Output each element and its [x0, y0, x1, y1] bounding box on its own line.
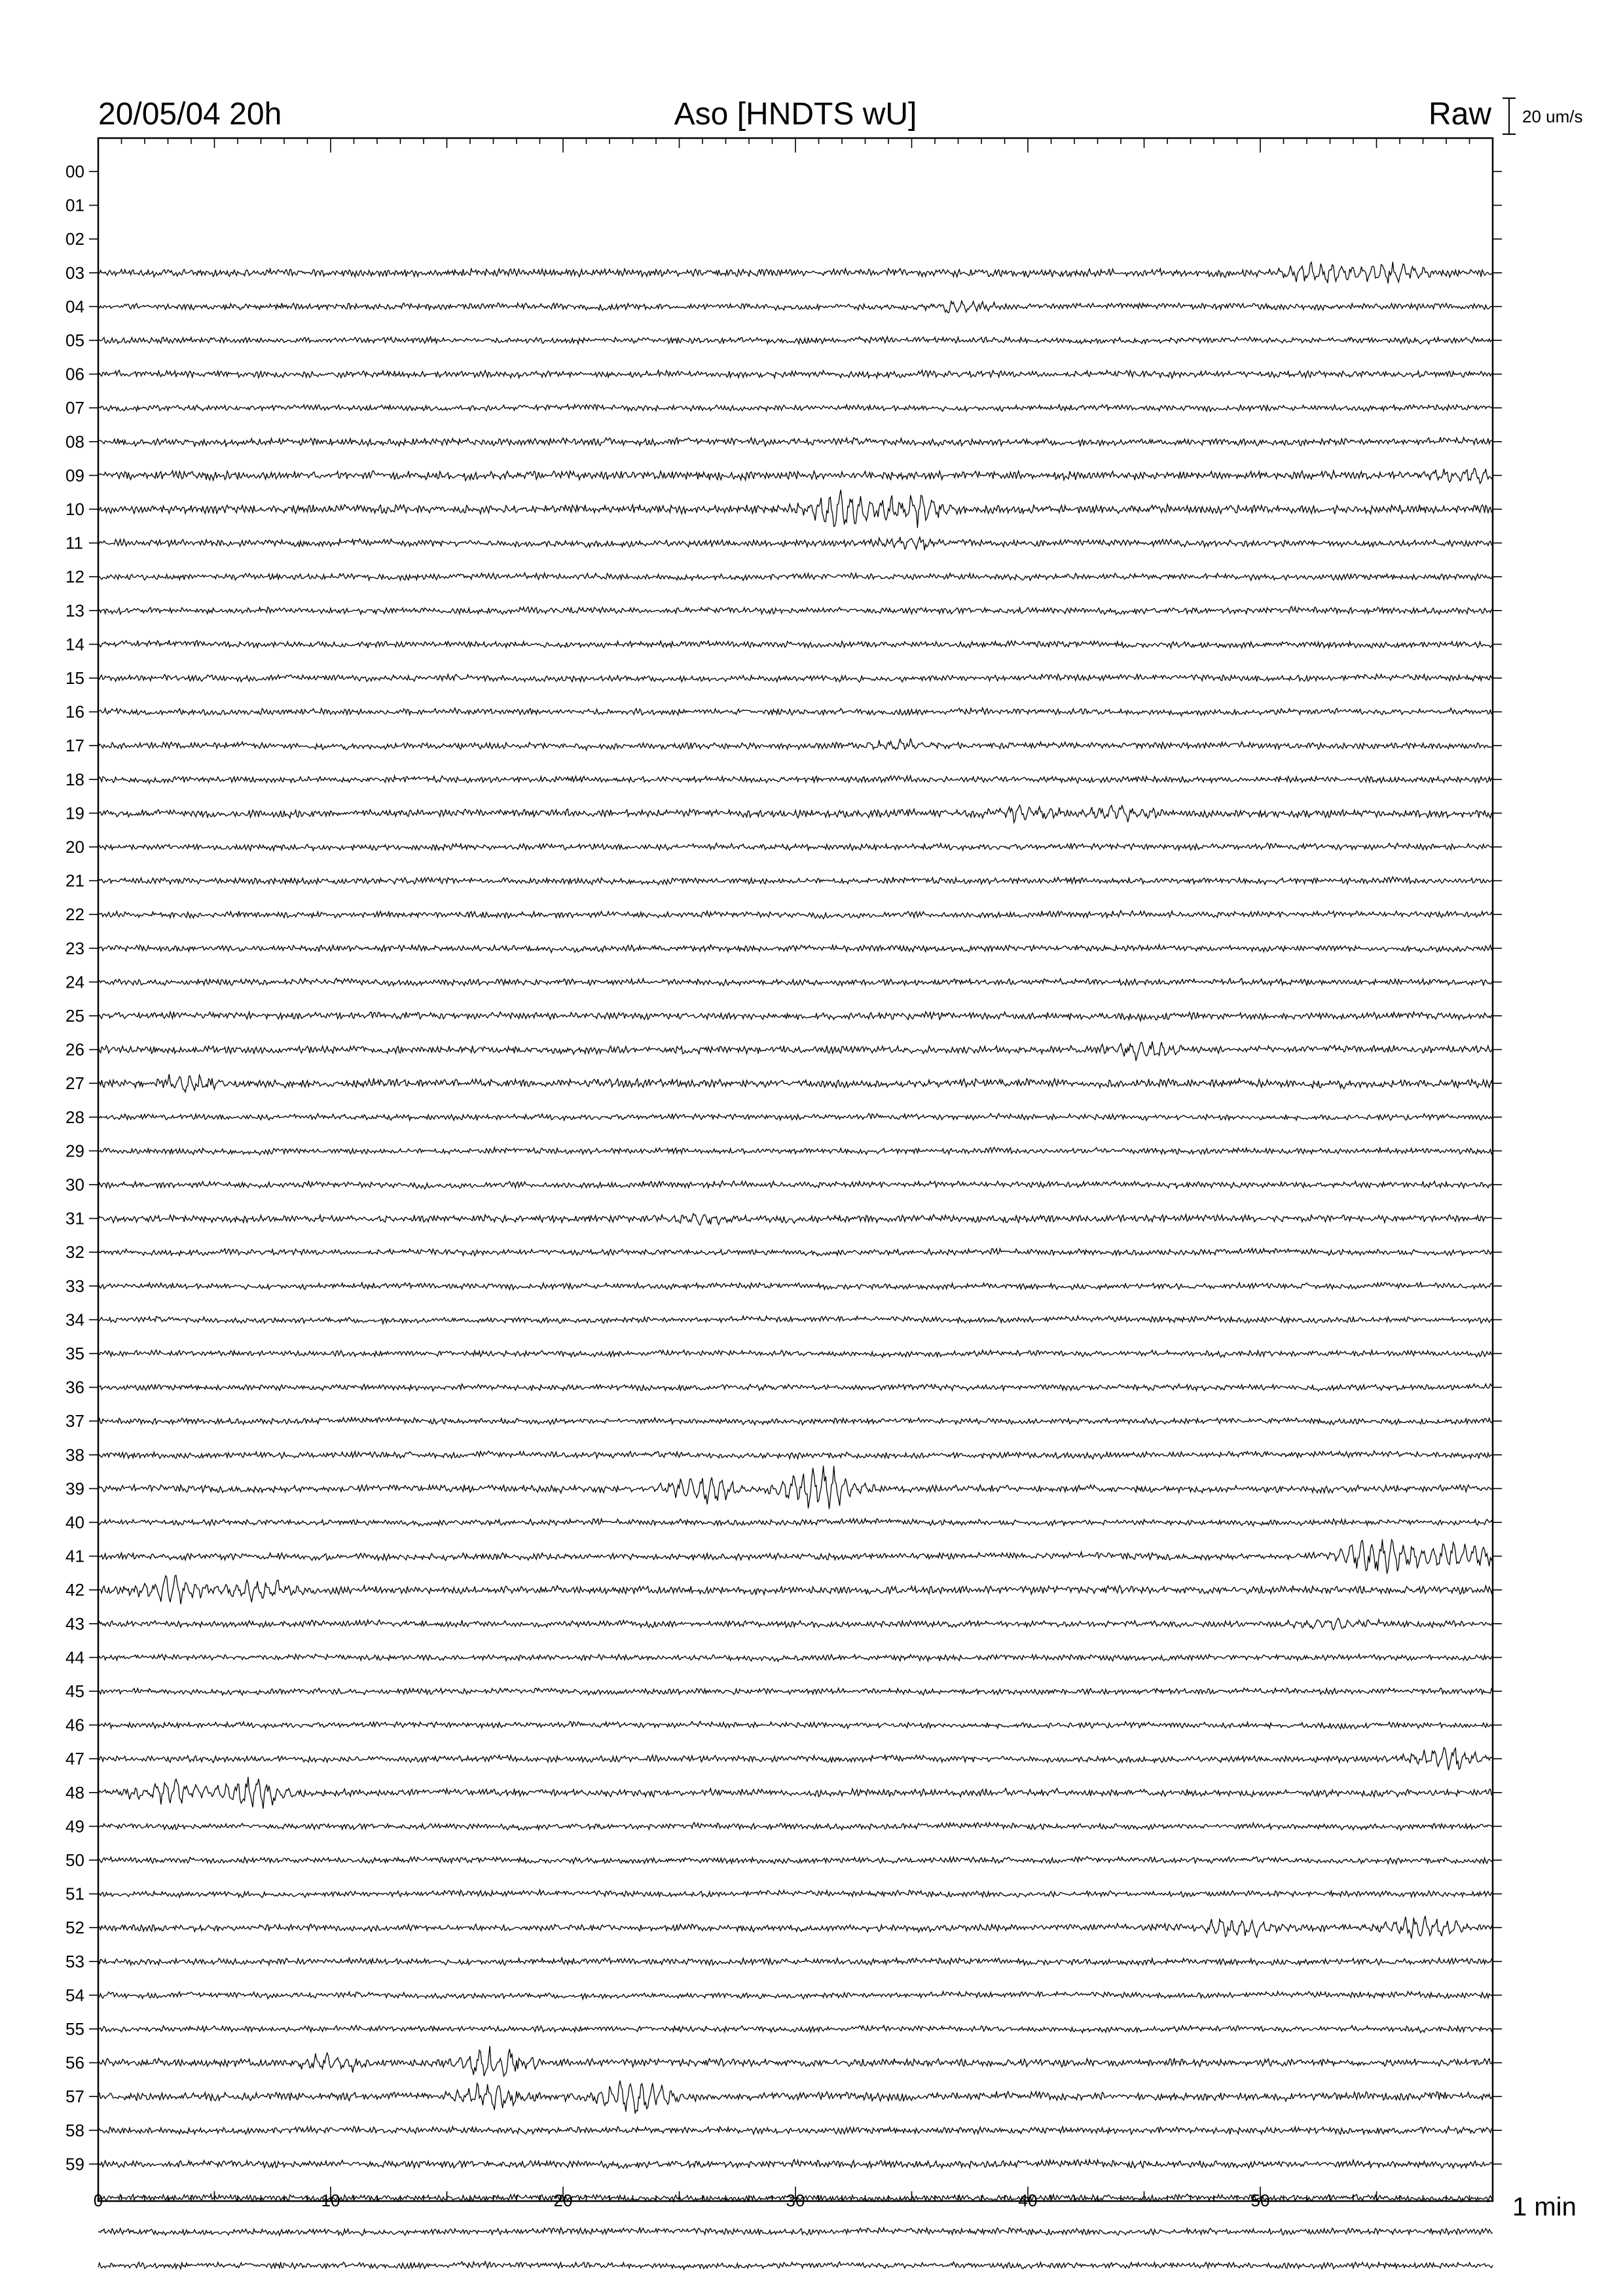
x-tick-label: 30 [786, 2191, 805, 2210]
row-label: 04 [65, 296, 84, 317]
trace-13 [98, 607, 1493, 615]
row-label: 55 [65, 2019, 84, 2039]
row-tick-marks [89, 171, 1502, 2164]
trace-38 [98, 1451, 1493, 1460]
row-label: 56 [65, 2053, 84, 2073]
row-label: 23 [65, 938, 84, 958]
row-label: 15 [65, 668, 84, 688]
row-label: 09 [65, 465, 84, 486]
row-label: 30 [65, 1175, 84, 1194]
trace-56 [98, 2046, 1493, 2076]
row-label: 13 [65, 600, 84, 620]
row-label: 41 [65, 1546, 84, 1566]
trace-57 [98, 2081, 1493, 2114]
row-label: 31 [65, 1208, 84, 1229]
trace-28 [98, 1113, 1493, 1121]
row-label: 45 [65, 1681, 84, 1701]
traces [98, 262, 1493, 2269]
row-label: 06 [65, 364, 84, 384]
row-label: 25 [65, 1006, 84, 1026]
row-label: 38 [65, 1444, 84, 1465]
trace-16 [98, 708, 1493, 717]
top-tick-marks [98, 138, 1493, 152]
row-label: 37 [65, 1411, 84, 1431]
trace-6 [98, 370, 1493, 378]
row-label: 24 [65, 972, 84, 992]
trace-25 [98, 1012, 1493, 1021]
trace-11 [98, 537, 1493, 550]
trace-54 [98, 1992, 1493, 2000]
trace-41 [98, 1539, 1493, 1573]
row-label: 53 [65, 1951, 84, 1971]
row-label: 22 [65, 905, 84, 925]
trace-44 [98, 1654, 1493, 1661]
trace-47 [98, 1748, 1493, 1770]
row-label: 02 [65, 229, 84, 249]
row-label: 44 [65, 1647, 84, 1668]
trace-30 [98, 1181, 1493, 1189]
row-label: 07 [65, 398, 84, 418]
row-label: 20 [65, 837, 84, 857]
trace-62 [98, 2261, 1493, 2269]
trace-43 [98, 1619, 1493, 1630]
row-label: 42 [65, 1580, 84, 1600]
row-label: 32 [65, 1242, 84, 1263]
row-label: 59 [65, 2154, 84, 2174]
row-label: 16 [65, 702, 84, 722]
trace-32 [98, 1249, 1493, 1256]
trace-55 [98, 2025, 1493, 2033]
trace-40 [98, 1518, 1493, 1526]
row-label: 46 [65, 1715, 84, 1735]
row-label: 50 [65, 1850, 84, 1870]
row-label: 57 [65, 2087, 84, 2107]
trace-17 [98, 738, 1493, 750]
row-label: 19 [65, 803, 84, 823]
trace-10 [98, 490, 1493, 528]
trace-24 [98, 978, 1493, 986]
row-label: 39 [65, 1479, 84, 1499]
row-label: 01 [65, 195, 84, 215]
trace-42 [98, 1575, 1493, 1604]
trace-3 [98, 262, 1493, 283]
row-label: 35 [65, 1344, 84, 1363]
row-label: 27 [65, 1073, 84, 1094]
trace-5 [98, 336, 1493, 344]
trace-59 [98, 2159, 1493, 2168]
row-label: 00 [65, 162, 84, 181]
trace-45 [98, 1688, 1493, 1695]
trace-26 [98, 1041, 1493, 1061]
station-title: Aso [HNDTS wU] [674, 97, 917, 132]
row-label: 29 [65, 1141, 84, 1161]
row-label: 21 [65, 870, 84, 891]
x-tick-label: 40 [1018, 2191, 1038, 2210]
trace-61 [98, 2227, 1493, 2236]
row-label: 33 [65, 1276, 84, 1296]
trace-52 [98, 1916, 1493, 1939]
row-label: 49 [65, 1816, 84, 1837]
row-label: 52 [65, 1918, 84, 1938]
trace-14 [98, 640, 1493, 648]
row-label: 10 [65, 499, 84, 519]
row-label: 26 [65, 1039, 84, 1060]
row-label: 17 [65, 736, 84, 756]
row-label: 58 [65, 2120, 84, 2140]
trace-18 [98, 776, 1493, 783]
trace-53 [98, 1958, 1493, 1965]
row-label: 34 [65, 1310, 84, 1330]
row-label: 36 [65, 1377, 84, 1397]
trace-37 [98, 1418, 1493, 1425]
x-tick-label: 50 [1250, 2191, 1270, 2210]
trace-7 [98, 404, 1493, 412]
trace-8 [98, 437, 1493, 447]
trace-12 [98, 573, 1493, 581]
datetime-label: 20/05/04 20h [98, 97, 282, 132]
x-tick-label: 20 [553, 2191, 573, 2210]
row-label: 18 [65, 769, 84, 789]
row-label: 11 [65, 533, 83, 553]
trace-39 [98, 1465, 1493, 1509]
trace-31 [98, 1213, 1493, 1225]
trace-23 [98, 944, 1493, 952]
trace-19 [98, 805, 1493, 823]
trace-15 [98, 674, 1493, 683]
row-label: 54 [65, 1985, 84, 2005]
row-labels [65, 162, 84, 2174]
trace-50 [98, 1857, 1493, 1864]
trace-21 [98, 877, 1493, 885]
row-label: 03 [65, 262, 84, 283]
row-label: 40 [65, 1513, 84, 1532]
trace-49 [98, 1823, 1493, 1831]
amplitude-scale-bar [1503, 98, 1516, 134]
row-label: 28 [65, 1107, 84, 1127]
row-label: 48 [65, 1782, 84, 1803]
mode-label: Raw [1428, 97, 1491, 132]
trace-4 [98, 300, 1493, 313]
trace-34 [98, 1316, 1493, 1324]
x-axis-label: 1 min [1512, 2193, 1577, 2221]
row-label: 05 [65, 331, 84, 350]
trace-48 [98, 1777, 1493, 1809]
trace-51 [98, 1890, 1493, 1897]
trace-33 [98, 1282, 1493, 1289]
trace-29 [98, 1147, 1493, 1155]
x-tick-label: 10 [321, 2191, 340, 2210]
trace-58 [98, 2126, 1493, 2134]
amplitude-scale-label: 20 um/s [1522, 107, 1583, 126]
row-label: 14 [65, 634, 84, 655]
trace-35 [98, 1350, 1493, 1357]
trace-36 [98, 1384, 1493, 1391]
x-tick-label: 0 [93, 2191, 103, 2210]
row-label: 47 [65, 1749, 84, 1769]
trace-22 [98, 910, 1493, 919]
row-label: 51 [65, 1884, 84, 1904]
row-label: 08 [65, 431, 84, 452]
row-label: 43 [65, 1613, 84, 1634]
row-label: 12 [65, 567, 84, 587]
trace-27 [98, 1074, 1493, 1092]
trace-46 [98, 1721, 1493, 1729]
trace-20 [98, 843, 1493, 851]
trace-9 [98, 469, 1493, 484]
